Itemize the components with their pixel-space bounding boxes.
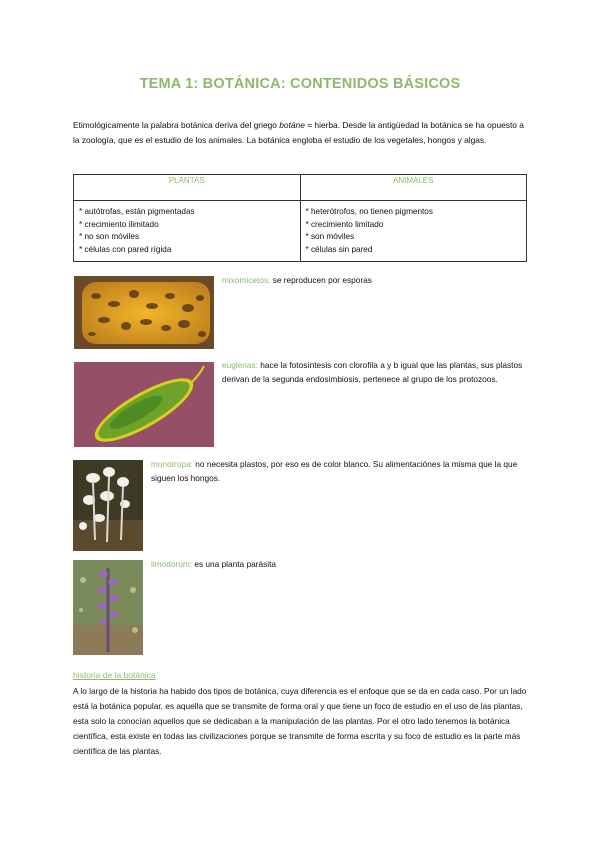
plantas-item: * autótrofas, están pigmentadas bbox=[79, 207, 195, 216]
page-title: TEMA 1: BOTÁNICA: CONTENIDOS BÁSICOS bbox=[139, 76, 461, 92]
history-heading: historia de la botánica bbox=[73, 670, 156, 680]
header-animales: ANIMALES bbox=[300, 175, 527, 201]
intro-italic-word: botáne bbox=[279, 120, 305, 130]
limodorum-image bbox=[73, 560, 143, 655]
organism-name: limodorum: bbox=[151, 559, 193, 569]
organism-desc: hace la fotosíntesis con clorofila a y b igual que las plantas, sus plastos derivan de la segunda endosimbiosis, pertenece al grupo de los protozoos. bbox=[222, 360, 523, 384]
limodorum-caption bbox=[151, 557, 526, 571]
animales-item: * células sin pared bbox=[305, 244, 373, 254]
animales-item: * crecimiento limitado bbox=[305, 219, 384, 229]
intro-text-2: = hierba. Desde la antigüedad la botánica se ha opuesto a la zoología, que es el estudio de los animales. La botánica engloba el estudio de los vegetales, hongos y algas. bbox=[73, 120, 524, 145]
intro-paragraph bbox=[73, 118, 528, 148]
intro-text-1: Etimológicamente la palabra botánica deriva del griego bbox=[73, 120, 280, 130]
cell-animales bbox=[300, 201, 527, 262]
mixomicetos-caption bbox=[222, 273, 522, 287]
cell-plantas bbox=[74, 201, 301, 262]
organism-desc: se reproducen por esporas bbox=[270, 275, 372, 285]
organism-desc: es una planta parásita bbox=[192, 559, 276, 569]
plantas-item: * no son móviles bbox=[79, 232, 140, 242]
plantas-item: * células con pared rígida bbox=[79, 244, 172, 254]
plantas-item: * crecimiento ilimitado bbox=[79, 219, 159, 229]
monotropa-caption bbox=[151, 457, 526, 485]
history-paragraph: A lo largo de la historia ha habido dos tipos de botánica, cuya diferencia es el enfoque que se da en cada caso. Por un lado está la botánica popular, es aquella que se transmite de forma oral y que tiene un foco de estudio en el uso de las plantas, esta solo la conocían aquellos que se dedicaban a la manipulación de las plantas. Por el otro lado tenemos la botánica científica, esta existe en todas las civilizaciones porque se transmite de forma escrita y su foco de estudio es la parte más científica de las plantas. bbox=[73, 686, 527, 756]
comparison-table bbox=[73, 174, 527, 262]
mixomicetos-image bbox=[74, 276, 214, 349]
organism-desc: no necesita plastos, por eso es de color blanco. Su alimentaciónes la misma que la que siguen los hongos. bbox=[151, 459, 518, 483]
organism-name: mixomicetos: bbox=[222, 275, 271, 285]
animales-item: * son móviles bbox=[305, 232, 355, 242]
organism-name: euglenas: bbox=[222, 360, 258, 370]
header-plantas: PLANTAS bbox=[74, 175, 301, 201]
animales-item: * heterótrofos, no tienen pigmentos bbox=[305, 207, 433, 216]
monotropa-image bbox=[73, 460, 143, 551]
euglena-image bbox=[74, 362, 214, 447]
euglena-caption bbox=[222, 358, 527, 386]
organism-name: monotropa: bbox=[151, 459, 193, 469]
